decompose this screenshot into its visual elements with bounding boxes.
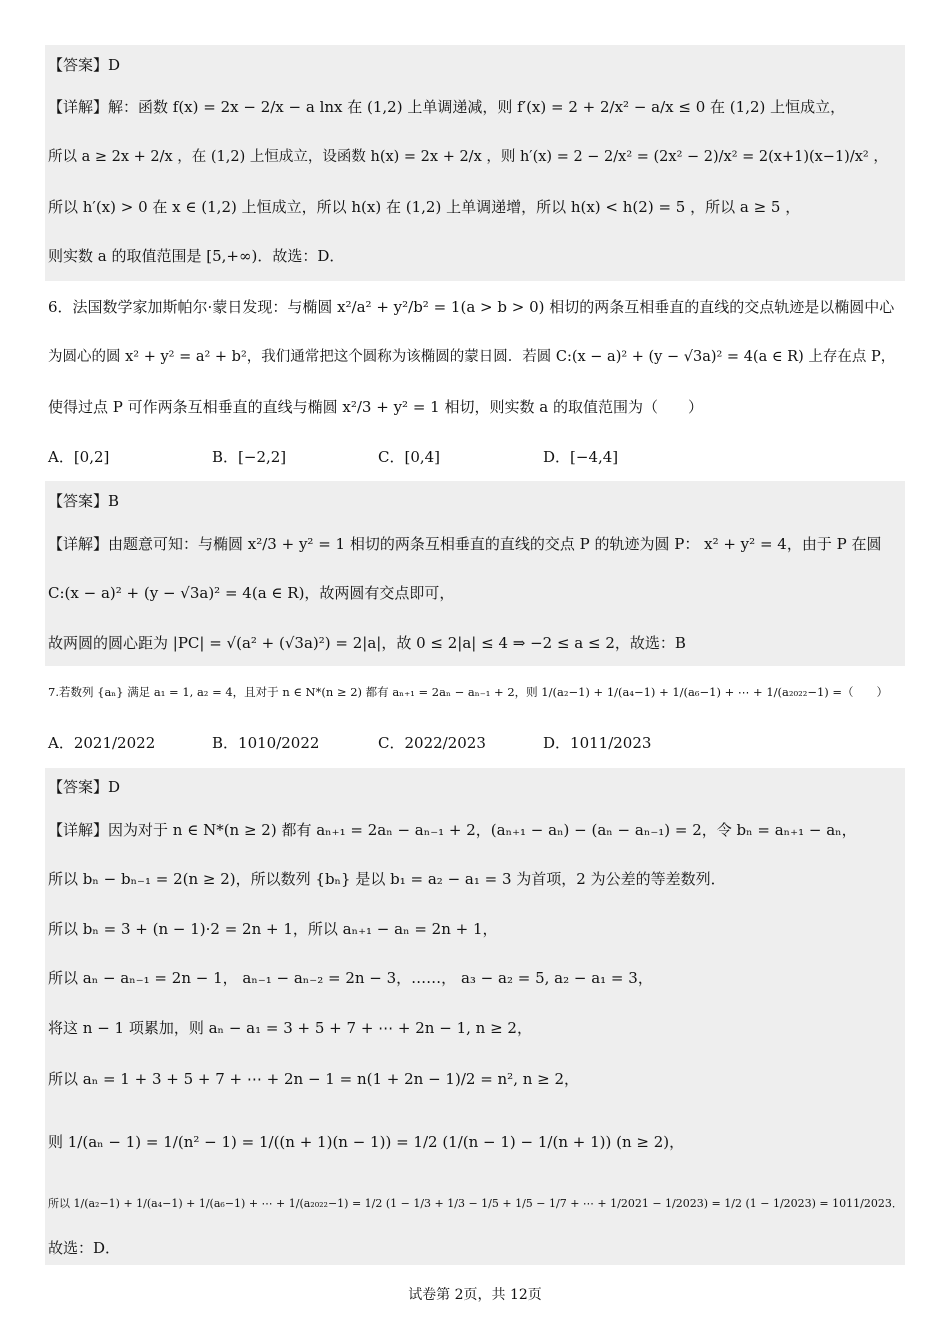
q5-detail-line-2: 所以 a ≥ 2x + 2/x ，在 (1,2) 上恒成立，设函数 h(x) = 2x + 2/x ，则 h′(x) = 2 − 2/x² = (2x² − 2)/x² = 2(x+1)(x−1)/x² ，: [48, 149, 888, 165]
q6-answer: 【答案】B: [48, 492, 120, 510]
q5-detail-line-1: 【详解】解：函数 f(x) = 2x − 2/x − a lnx 在 (1,2) 上单调递减，则 f′(x) = 2 + 2/x² − a/x ≤ 0 在 (1,2) 上恒成立，: [48, 98, 846, 116]
q7-detail-line-6: 所以 aₙ = 1 + 3 + 5 + 7 + ⋯ + 2n − 1 = n(1 + 2n − 1)/2 = n², n ≥ 2，: [48, 1070, 580, 1088]
q7-detail-line-1: 【详解】因为对于 n ∈ N*(n ≥ 2) 都有 aₙ₊₁ = 2aₙ − aₙ₋₁ + 2，(aₙ₊₁ − aₙ) − (aₙ − aₙ₋₁) = 2，令 bₙ = aₙ₊₁ − aₙ，: [48, 821, 857, 839]
q7-detail-line-8: 所以 1/(a₂−1) + 1/(a₄−1) + 1/(a₆−1) + ⋯ + 1/(a₂₀₂₂−1) = 1/2 (1 − 1/3 + 1/3 − 1/5 + 1/5 − 1/7 + ⋯ + 1/2021 − 1/2023) = 1/2 (1 − 1/2023) = 1011/2023．: [48, 1197, 903, 1210]
q7-detail-line-4: 所以 aₙ − aₙ₋₁ = 2n − 1， aₙ₋₁ − aₙ₋₂ = 2n − 3，……， a₃ − a₂ = 5, a₂ − a₁ = 3，: [48, 969, 653, 987]
q6-option-d: D．[−4,4]: [543, 448, 619, 466]
q7-option-d: D．1011/2023: [543, 734, 652, 752]
q6-stem-line-1: 6．法国数学家加斯帕尔·蒙日发现：与椭圆 x²/a² + y²/b² = 1(a > b > 0) 相切的两条互相垂直的直线的交点轨迹是以椭圆中心: [48, 298, 895, 316]
q7-answer: 【答案】D: [48, 778, 121, 796]
q7-option-b: B．1010/2022: [212, 734, 320, 752]
q6-stem-line-3: 使得过点 P 可作两条互相垂直的直线与椭圆 x²/3 + y² = 1 相切，则实数 a 的取值范围为（ ）: [48, 398, 703, 416]
q7-detail-line-5: 将这 n − 1 项累加，则 aₙ − a₁ = 3 + 5 + 7 + ⋯ + 2n − 1, n ≥ 2，: [48, 1019, 532, 1037]
q6-detail-line-3: 故两圆的圆心距为 |PC| = √(a² + (√3a)²) = 2|a|，故 0 ≤ 2|a| ≤ 4 ⇒ −2 ≤ a ≤ 2，故选：B: [48, 634, 686, 652]
page-footer: 试卷第 2页，共 12页: [408, 1287, 542, 1303]
q6-stem-line-2: 为圆心的圆 x² + y² = a² + b²，我们通常把这个圆称为该椭圆的蒙日圆．若圆 C:(x − a)² + (y − √3a)² = 4(a ∈ R) 上存在点 P，: [48, 349, 896, 365]
q5-detail-line-3: 所以 h′(x) > 0 在 x ∈ (1,2) 上恒成立，所以 h(x) 在 (1,2) 上单调递增，所以 h(x) < h(2) = 5 ，所以 a ≥ 5 ，: [48, 198, 801, 216]
q6-detail-line-2: C:(x − a)² + (y − √3a)² = 4(a ∈ R)，故两圆有交点即可，: [48, 584, 455, 602]
q5-detail-line-4: 则实数 a 的取值范围是 [5,+∞)．故选：D．: [48, 247, 345, 265]
q7-detail-line-3: 所以 bₙ = 3 + (n − 1)·2 = 2n + 1，所以 aₙ₊₁ − aₙ = 2n + 1，: [48, 920, 498, 938]
q7-options: [48, 732, 868, 754]
q7-option-a: A．2021/2022: [48, 734, 156, 752]
q7-detail-line-7: 则 1/(aₙ − 1) = 1/(n² − 1) = 1/((n + 1)(n − 1)) = 1/2 (1/(n − 1) − 1/(n + 1)) (n ≥ 2)，: [48, 1133, 685, 1151]
q7-option-c: C．2022/2023: [378, 734, 486, 752]
q6-option-c: C．[0,4]: [378, 448, 441, 466]
q6-option-b: B．[−2,2]: [212, 448, 287, 466]
q7-detail-line-2: 所以 bₙ − bₙ₋₁ = 2(n ≥ 2)，所以数列 {bₙ} 是以 b₁ = a₂ − a₁ = 3 为首项，2 为公差的等差数列．: [48, 870, 726, 888]
q7-stem-line-1: 7.若数列 {aₙ} 满足 a₁ = 1, a₂ = 4，且对于 n ∈ N*(n ≥ 2) 都有 aₙ₊₁ = 2aₙ − aₙ₋₁ + 2，则 1/(a₂−1) + 1/(a₄−1) + 1/(a₆−1) + ⋯ + 1/(a₂₀₂₂−1) =（ ）: [48, 685, 889, 699]
q7-detail-line-9: 故选：D．: [48, 1239, 121, 1257]
q6-detail-line-1: 【详解】由题意可知：与椭圆 x²/3 + y² = 1 相切的两条互相垂直的直线的交点 P 的轨迹为圆 P： x² + y² = 4，由于 P 在圆: [48, 535, 882, 553]
q5-answer: 【答案】D: [48, 56, 121, 74]
q6-option-a: A．[0,2]: [48, 448, 110, 466]
q6-options: [48, 446, 868, 468]
